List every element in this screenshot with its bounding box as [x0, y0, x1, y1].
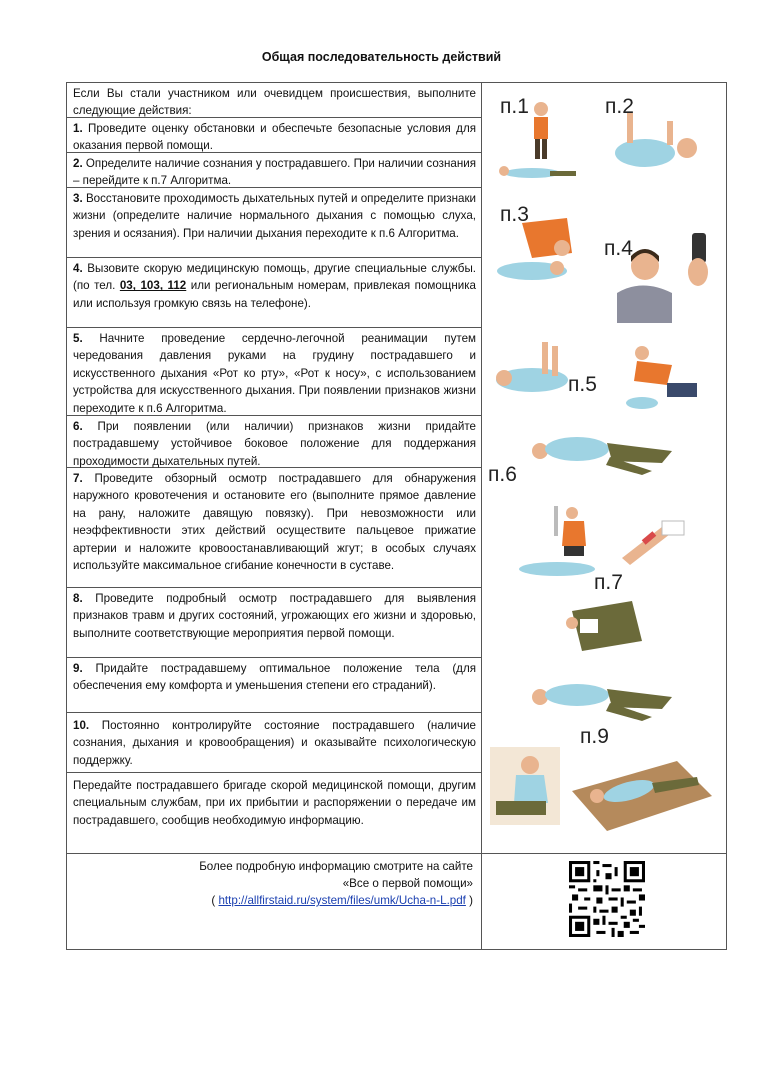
step-9-illustration-b: [567, 751, 717, 836]
step-9: [67, 658, 482, 713]
step-3: [67, 188, 482, 258]
step-text-cont: или региональным номерам, привлекая помощника или используя громкую связь на телефоне).: [73, 279, 477, 310]
intro-text: Если Вы стали участником или очевидцем происшествия, выполните следующие действия:: [67, 83, 482, 118]
label-p1: п.1: [500, 95, 529, 118]
label-p9: п.9: [580, 725, 609, 748]
step-text: При появлении (или наличии) признаков жизни придайте пострадавшему устойчивое боковое положение для поддержания проходимости дыхательных путей.: [73, 420, 476, 468]
step-number: 8.: [73, 592, 83, 605]
qr-code-icon[interactable]: [569, 861, 645, 937]
step-4: [67, 258, 482, 328]
step-7-illustration-b: [612, 513, 692, 568]
step-6-illustration: [522, 423, 692, 478]
illustrations-column: [482, 83, 726, 853]
step-10: [67, 713, 482, 773]
step-text: Вызовите скорую медицинскую помощь, другие специальные службы. (по тел.: [73, 262, 476, 293]
step-text: Восстановите проходимость дыхательных путей и определите признаки жизни (определите наличие нормального дыхания с помощью слуха, зрения и осязания). При наличии дыхания переходите к п.6 Алгоритма.: [73, 192, 476, 240]
step-number: 3.: [73, 192, 83, 205]
step-text: Проведите подробный осмотр пострадавшего для выявления признаков травм и других состояний, угрожающих его жизни и здоровью, выполните соответствующие мероприятия первой помощи.: [73, 592, 476, 640]
step-number: 1.: [73, 122, 83, 135]
label-p4: п.4: [604, 237, 633, 260]
step-8-illustration: [522, 673, 692, 723]
step-text: Проведите оценку обстановки и обеспечьте безопасные условия для оказания первой помощи.: [73, 122, 476, 153]
step-number: 2.: [73, 157, 83, 170]
step-number: 10.: [73, 719, 90, 732]
step-text: Придайте пострадавшему оптимальное положение тела (для обеспечения ему комфорта и уменьшения степени его страданий).: [73, 662, 476, 693]
step-5-illustration-b: [622, 343, 707, 413]
more-info-block: [67, 853, 482, 949]
qr-block: [482, 853, 726, 949]
page-title: Общая последовательность действий: [261, 50, 502, 64]
label-p3: п.3: [500, 203, 529, 226]
step-number: 7.: [73, 472, 83, 485]
step-7: [67, 468, 482, 588]
step-text: Проведите обзорный осмотр пострадавшего для обнаружения наружного кровотечения и остановите его (выполните прямое давление на рану, наложите давящую повязку). При невозможности или неэффективности этих действий осуществите пальцевое прижатие артерии и наложите кровоостанавливающий жгут; в особых случаях используйте максимальное сгибание конечности в суставе.: [73, 472, 476, 573]
more-info-line1: Более подробную информацию смотрите на сайте: [199, 860, 473, 873]
emergency-phone-numbers: 03, 103, 112: [119, 279, 187, 293]
steps-column: [67, 83, 482, 853]
more-info-site-name: «Все о первой помощи»: [342, 877, 473, 890]
step-number: 5.: [73, 332, 83, 345]
more-info-link-line: ( http://allfirstaid.ru/system/files/umk/Ucha-n-L.pdf ): [211, 894, 473, 907]
step-text: Определите наличие сознания у пострадавшего. При наличии сознания – перейдите к п.7 Алгоритма.: [73, 157, 476, 188]
step-number: 9.: [73, 662, 83, 675]
label-p2: п.2: [605, 95, 634, 118]
handover-text: Передайте пострадавшего бригаде скорой медицинской помощи, другим специальным службам, при их прибытии и распоряжении о передаче им пострадавшего, сообщив необходимую информацию.: [73, 779, 476, 827]
step-2: [67, 153, 482, 188]
more-info-link[interactable]: http://allfirstaid.ru/system/files/umk/Ucha-n-L.pdf: [218, 894, 466, 907]
label-p5: п.5: [568, 373, 597, 396]
label-p6: п.6: [488, 463, 517, 486]
step-5: [67, 328, 482, 416]
step-1: [67, 118, 482, 153]
step-7-illustration-a: [512, 501, 612, 581]
step-text: Начните проведение сердечно-легочной реанимации путем чередования давления руками на грудину пострадавшего и искусственного дыхания «Рот ко рту», «Рот к носу», с использованием устройства для искусственного дыхания. При появлении признаков жизни переходите к п.6 Алгоритма.: [73, 332, 476, 415]
step-6: [67, 416, 482, 468]
step-number: 4.: [73, 262, 83, 275]
action-sequence-table: [66, 82, 727, 950]
step-number: 6.: [73, 420, 83, 433]
label-p7: п.7: [594, 571, 623, 594]
step-9-illustration-a: [486, 743, 566, 828]
step-text: Постоянно контролируйте состояние пострадавшего (наличие сознания, дыхания и кровообращения) и оказывайте психологическую поддержку.: [73, 719, 476, 767]
step-8: [67, 588, 482, 658]
step-7-illustration-c: [562, 591, 652, 656]
